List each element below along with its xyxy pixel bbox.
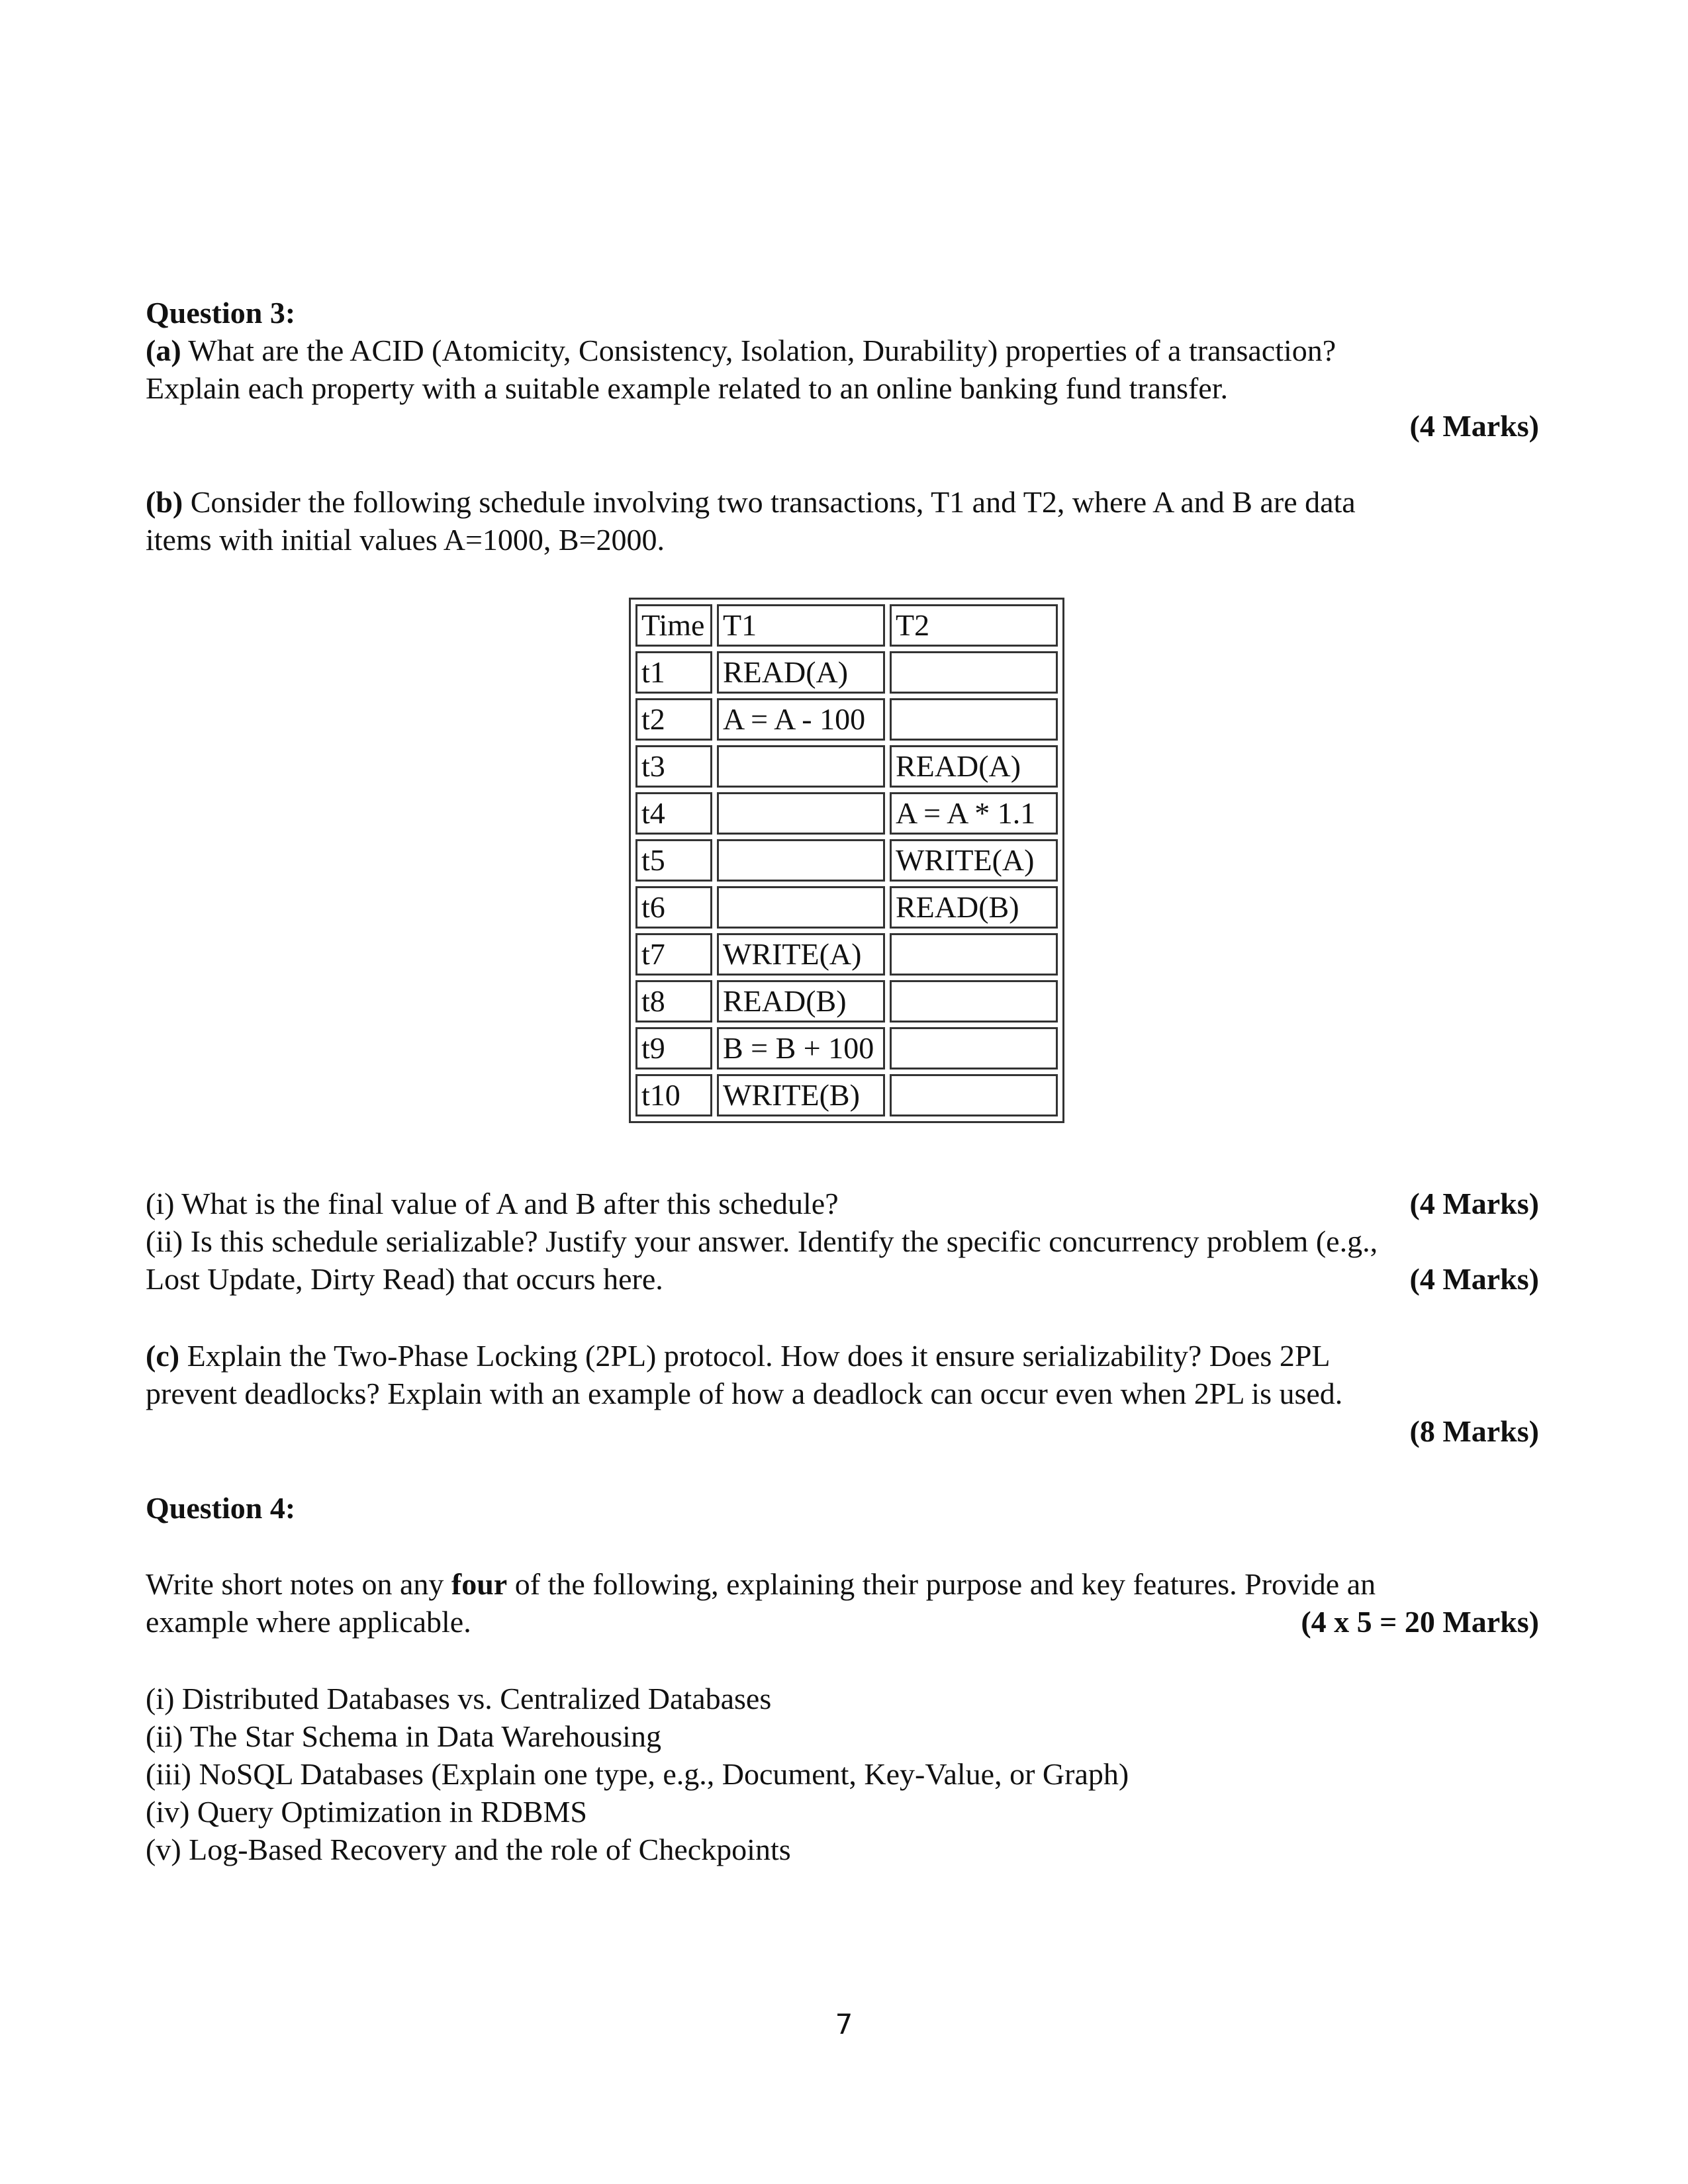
- cell-time: t9: [635, 1027, 712, 1069]
- q4-intro-pre: Write short notes on any: [146, 1567, 451, 1601]
- cell-time: t1: [635, 651, 712, 694]
- cell-t2: A = A * 1.1: [890, 792, 1058, 835]
- cell-time: t3: [635, 745, 712, 788]
- part-a-line-2: Explain each property with a suitable example related to an online banking fund transfer.: [146, 371, 1228, 405]
- cell-t1: [717, 792, 885, 835]
- q4-intro-post: of the following, explaining their purpose and key features. Provide an: [507, 1567, 1376, 1601]
- cell-t2: READ(A): [890, 745, 1058, 788]
- cell-t1: [717, 886, 885, 929]
- list-item: (i) Distributed Databases vs. Centralized Databases: [146, 1682, 772, 1715]
- page-number: 7: [835, 2008, 853, 2040]
- question-4-heading: Question 4:: [146, 1491, 296, 1525]
- part-b-line-1: [146, 483, 1539, 521]
- header-t1: T1: [717, 604, 885, 647]
- cell-t1: WRITE(B): [717, 1074, 885, 1116]
- part-b-label: (b): [146, 485, 183, 519]
- schedule-table: [629, 598, 1064, 1123]
- table-header-row: [635, 604, 1058, 647]
- q4-intro-line-2: example where applicable.: [146, 1605, 471, 1639]
- cell-time: t8: [635, 980, 712, 1023]
- q4-intro-bold: four: [451, 1567, 508, 1601]
- question-3-part-c: [146, 1337, 1539, 1450]
- question-4-heading-block: [146, 1489, 1539, 1527]
- cell-time: t4: [635, 792, 712, 835]
- cell-t2: [890, 933, 1058, 976]
- question-3-part-a: [146, 294, 1539, 445]
- subquestion-ii-line-1: (ii) Is this schedule serializable? Justify your answer. Identify the specific concurrency problem (e.g.,: [146, 1224, 1378, 1258]
- subquestion-i-text: (i) What is the final value of A and B after this schedule?: [146, 1187, 839, 1220]
- part-c-label: (c): [146, 1339, 180, 1373]
- subquestion-i-marks: (4 Marks): [1409, 1187, 1539, 1220]
- part-a-text-1: What are the ACID (Atomicity, Consistency, Isolation, Durability) properties of a transaction?: [181, 334, 1336, 367]
- cell-t2: [890, 1074, 1058, 1116]
- list-item: (iii) NoSQL Databases (Explain one type, e.g., Document, Key-Value, or Graph): [146, 1757, 1129, 1791]
- cell-t2: READ(B): [890, 886, 1058, 929]
- cell-t1: B = B + 100: [717, 1027, 885, 1069]
- part-c-line-2: prevent deadlocks? Explain with an example of how a deadlock can occur even when 2PL is used.: [146, 1377, 1343, 1410]
- cell-t2: [890, 1027, 1058, 1069]
- part-a-marks: (4 Marks): [1409, 409, 1539, 443]
- cell-t2: [890, 980, 1058, 1023]
- q4-intro-marks: (4 x 5 = 20 Marks): [1301, 1605, 1539, 1639]
- subquestion-ii-line-2-row: [146, 1260, 1539, 1298]
- table-row: [635, 651, 1058, 694]
- table-row: [635, 1027, 1058, 1069]
- part-a-line-1: [146, 332, 1539, 369]
- list-item: (ii) The Star Schema in Data Warehousing: [146, 1719, 661, 1753]
- table-row: [635, 980, 1058, 1023]
- cell-t2: [890, 698, 1058, 741]
- table-row: [635, 933, 1058, 976]
- table-row: [635, 886, 1058, 929]
- cell-t1: [717, 839, 885, 882]
- cell-t2: WRITE(A): [890, 839, 1058, 882]
- part-c-text-1: Explain the Two-Phase Locking (2PL) protocol. How does it ensure serializability? Does 2PL: [179, 1339, 1331, 1373]
- question-4-intro: [146, 1565, 1539, 1641]
- cell-t2: [890, 651, 1058, 694]
- table-row: [635, 1074, 1058, 1116]
- table-row: [635, 745, 1058, 788]
- q4-intro-line-2-row: [146, 1603, 1539, 1641]
- cell-time: t2: [635, 698, 712, 741]
- list-item: (v) Log-Based Recovery and the role of Checkpoints: [146, 1833, 791, 1866]
- subquestion-i: [146, 1185, 1539, 1222]
- part-a-label: (a): [146, 334, 181, 367]
- cell-time: t6: [635, 886, 712, 929]
- part-b-subquestions: [146, 1185, 1539, 1298]
- subquestion-ii-marks: (4 Marks): [1409, 1262, 1539, 1296]
- list-item: (iv) Query Optimization in RDBMS: [146, 1795, 587, 1829]
- header-t2: T2: [890, 604, 1058, 647]
- question-3-part-b: [146, 483, 1539, 559]
- question-3-heading: Question 3:: [146, 296, 296, 330]
- part-c-line-1: [146, 1337, 1539, 1375]
- header-time: Time: [635, 604, 712, 647]
- cell-time: t5: [635, 839, 712, 882]
- subquestion-ii-line-2: Lost Update, Dirty Read) that occurs here.: [146, 1262, 663, 1296]
- cell-t1: WRITE(A): [717, 933, 885, 976]
- q4-intro-line-1: [146, 1565, 1539, 1603]
- table-row: [635, 839, 1058, 882]
- cell-t1: READ(A): [717, 651, 885, 694]
- part-c-marks: (8 Marks): [1409, 1414, 1539, 1448]
- question-4-list: [146, 1680, 1539, 1868]
- cell-t1: READ(B): [717, 980, 885, 1023]
- cell-t1: [717, 745, 885, 788]
- table-row: [635, 792, 1058, 835]
- cell-time: t10: [635, 1074, 712, 1116]
- part-b-line-2: items with initial values A=1000, B=2000.: [146, 523, 665, 557]
- part-b-text-1: Consider the following schedule involving two transactions, T1 and T2, where A and B are data: [183, 485, 1356, 519]
- cell-time: t7: [635, 933, 712, 976]
- cell-t1: A = A - 100: [717, 698, 885, 741]
- table-row: [635, 698, 1058, 741]
